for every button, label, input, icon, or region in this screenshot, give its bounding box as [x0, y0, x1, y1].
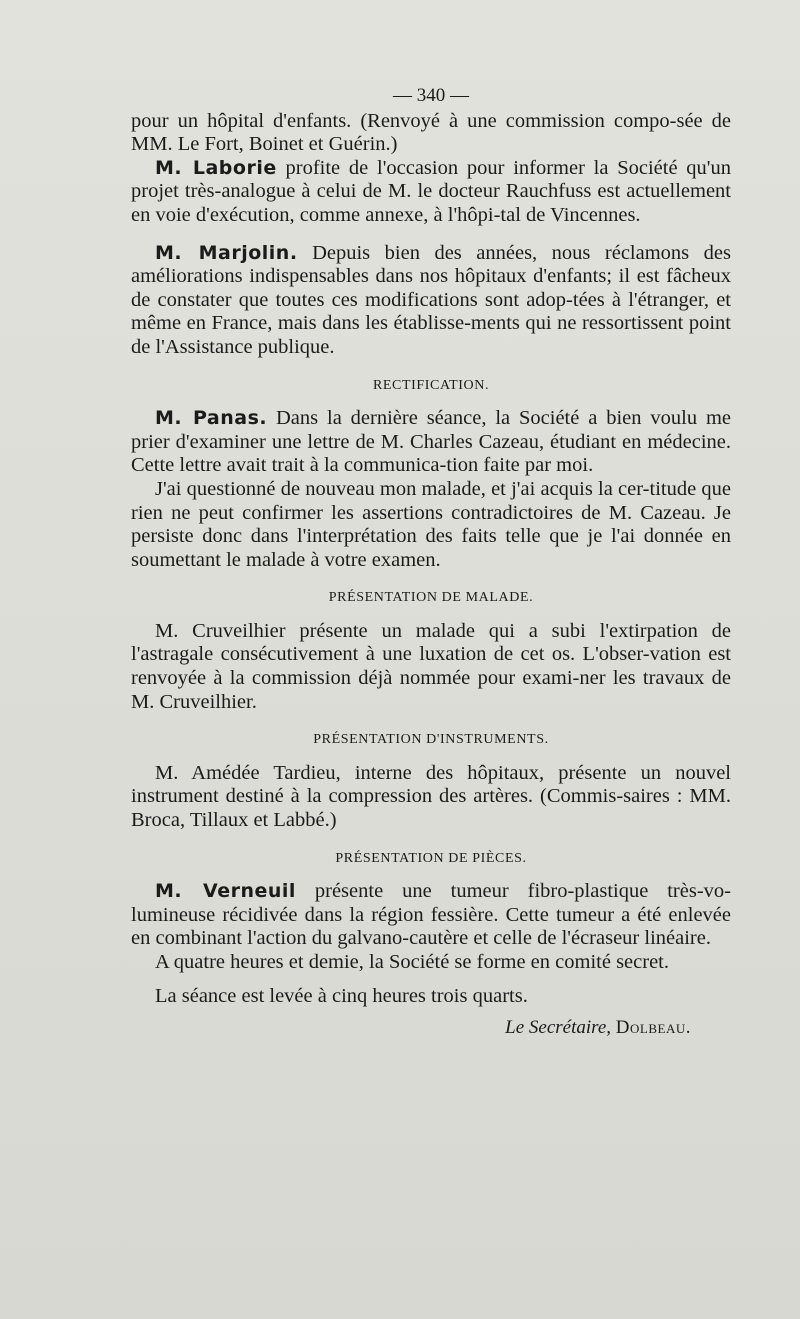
text-marjolin: Depuis bien des années, nous réclamons des améliorations indispensables dans nos hôpitaux d'enfants; il est fâcheux de constater que toutes ces modifications sont adop-tées à l'étranger, et même en France, mais dans les établisse-ments qui ne ressortissent point de l'Assistance publique.: [131, 241, 731, 358]
spacer: [131, 975, 731, 985]
paragraph-comite-secret: A quatre heures et demie, la Société se forme en comité secret.: [155, 951, 669, 973]
signature-name: Dolbeau.: [615, 1017, 691, 1039]
paragraph-cruveilhier: M. Cruveilhier présente un malade qui a subi l'extirpation de l'astragale consécutivement à une luxation de cet os. L'obser-vation est renvoyée à la commission déjà nommée pour exami-ner les travaux de M. Cruveilhier.: [131, 619, 731, 713]
speaker-laborie: M. Laborie: [155, 156, 277, 179]
signature: [131, 1016, 731, 1040]
page-body: [131, 84, 731, 1040]
paragraph-seance-levee: La séance est levée à cinq heures trois quarts.: [155, 984, 528, 1007]
paragraph-commission: pour un hôpital d'enfants. (Renvoyé à une commission compo-sée de MM. Le Fort, Boinet et Guérin.): [131, 109, 731, 156]
spacer: [131, 228, 731, 242]
page-number: — 340 —: [393, 85, 469, 106]
speaker-verneuil: M. Verneuil: [155, 880, 296, 903]
paragraph-marjolin: [131, 242, 731, 360]
heading-presentation-pieces: PRÉSENTATION DE PIÈCES.: [335, 850, 527, 866]
paragraph-panas: [131, 407, 731, 478]
speaker-panas: M. Panas.: [155, 407, 268, 430]
heading-rectification: RECTIFICATION.: [372, 377, 490, 393]
heading-presentation-instruments: PRÉSENTATION D'INSTRUMENTS.: [313, 732, 549, 748]
text-verneuil: présente une tumeur fibro-plastique très-vo-lumineuse récidivée dans la région fessière. Cette tumeur a été enlevée en combinant l'action du galvano-cautère et celle de l'écraseur linéaire.: [131, 880, 731, 950]
paragraph-laborie: [131, 157, 731, 228]
text-panas: Dans la dernière séance, la Société a bien voulu me prier d'examiner une lettre de M. Charles Cazeau, étudiant en médecine. Cette lettre avait trait à la communica-tion faite par moi.: [131, 407, 731, 477]
paragraph-verneuil: [131, 880, 731, 951]
paragraph-tardieu: M. Amédée Tardieu, interne des hôpitaux, présente un nouvel instrument destiné à la compression des artères. (Commis-saires : MM. Broca, Tillaux et Labbé.): [131, 761, 731, 832]
heading-presentation-malade: PRÉSENTATION DE MALADE.: [328, 590, 534, 606]
signature-title: Le Secrétaire,: [505, 1017, 612, 1039]
paragraph-panas-continued: J'ai questionné de nouveau mon malade, et j'ai acquis la cer-titude que rien ne peut confirmer les assertions contradictoires de M. Cazeau. Je persiste donc dans l'interprétation des faits telle que je l'ai donnée en soumettant le malade à votre examen.: [131, 477, 731, 571]
text-laborie: profite de l'occasion pour informer la Société qu'un projet très-analogue à celui de M. le docteur Rauchfuss est actuellement en voie d'exécution, comme annexe, à l'hôpi-tal de Vincennes.: [131, 156, 732, 226]
speaker-marjolin: M. Marjolin.: [155, 241, 298, 264]
